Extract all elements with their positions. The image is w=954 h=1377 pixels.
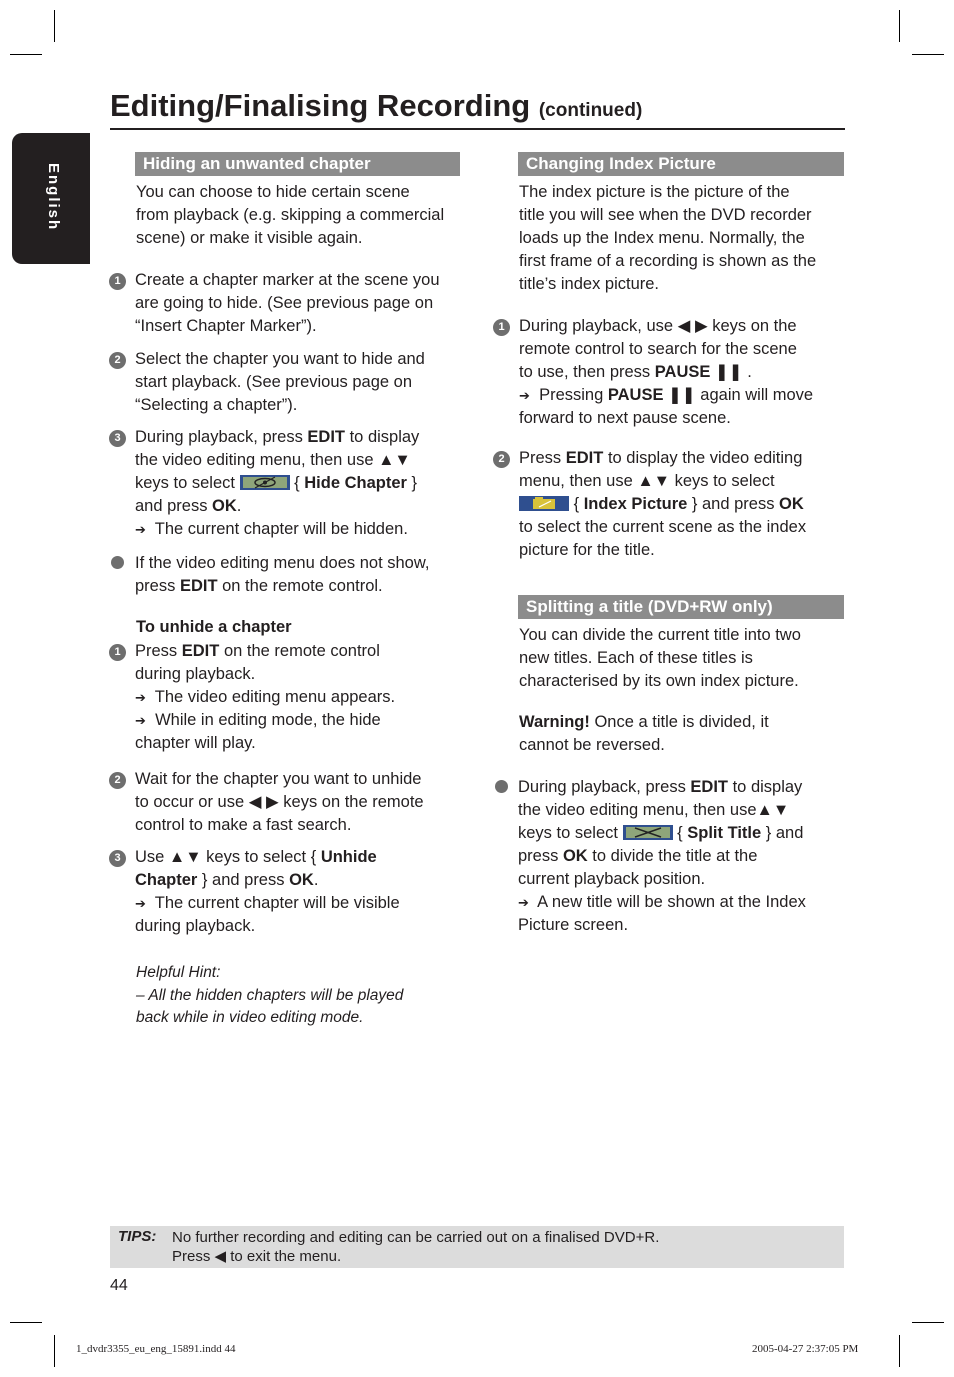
index-step-1: During playback, use ◀ ▶ keys on the remote control to search for the scene to use, then press PAUSE ❚❚ . ➔ Pressing PAUSE ❚❚ again will move forward to next pause scene. xyxy=(519,317,814,427)
index-picture-icon xyxy=(519,496,569,511)
step-marker-2: 2 xyxy=(493,451,510,468)
crop-mark xyxy=(912,1322,944,1323)
arrow-icon: ➔ xyxy=(518,895,529,910)
hide-step-1: Create a chapter marker at the scene you are going to hide. (See previous page on “Insert Chapter Marker”). xyxy=(135,271,440,335)
unhide-step-3: Use ▲▼ keys to select { Unhide Chapter } and press OK. ➔ The current chapter will be visible during playback. xyxy=(135,848,400,935)
tips-text: No further recording and editing can be carried out on a finalised DVD+R. Press ◀ to exit the menu. xyxy=(172,1229,660,1265)
split-step: During playback, press EDIT to display the video editing menu, then use▲▼ keys to select { Split Title } and press OK to divide the title at the current playback position. ➔ A new title will be shown at the Index Picture screen. xyxy=(518,778,806,934)
step-marker-3: 3 xyxy=(109,430,126,447)
hide-step-2: Select the chapter you want to hide and start playback. (See previous page on “Selecting a chapter”). xyxy=(135,350,425,414)
footer-file-info: 1_dvdr3355_eu_eng_15891.indd 44 xyxy=(76,1343,236,1355)
crop-mark xyxy=(899,10,900,42)
arrow-icon: ➔ xyxy=(135,896,146,911)
tips-label: TIPS: xyxy=(118,1228,157,1245)
step-marker-1: 1 xyxy=(109,644,126,661)
step-marker-1: 1 xyxy=(493,319,510,336)
section-heading-index-picture: Changing Index Picture xyxy=(518,152,844,176)
tips-box xyxy=(110,1226,844,1268)
language-tab-label: English xyxy=(45,163,62,232)
bullet-icon xyxy=(495,780,508,793)
section-heading-hide-chapter: Hiding an unwanted chapter xyxy=(135,152,460,176)
split-title-icon xyxy=(623,825,673,840)
unhide-step-1: Press EDIT on the remote control during playback. ➔ The video editing menu appears. ➔ While in editing mode, the hide chapter will play. xyxy=(135,642,396,752)
footer-timestamp: 2005-04-27 2:37:05 PM xyxy=(752,1343,859,1355)
hide-note: If the video editing menu does not show, press EDIT on the remote control. xyxy=(135,554,430,595)
crop-mark xyxy=(10,1322,42,1323)
arrow-icon: ➔ xyxy=(519,388,530,403)
hide-chapter-icon xyxy=(240,475,290,490)
arrow-icon: ➔ xyxy=(135,690,146,705)
split-warning: Warning! Once a title is divided, it cannot be reversed. xyxy=(519,713,769,754)
helpful-hint: Helpful Hint: – All the hidden chapters will be played back while in video editing mode. xyxy=(136,964,404,1026)
hide-intro: You can choose to hide certain scene from playback (e.g. skipping a commercial scene) or make it visible again. xyxy=(136,183,445,247)
step-marker-1: 1 xyxy=(109,273,126,290)
index-intro: The index picture is the picture of the title you will see when the DVD recorder loads up the Index menu. Normally, the first frame of a recording is shown as the title’s index picture. xyxy=(519,183,817,293)
unhide-step-2: Wait for the chapter you want to unhide to occur or use ◀ ▶ keys on the remote control to make a fast search. xyxy=(135,770,424,834)
crop-mark xyxy=(10,54,42,55)
page-number: 44 xyxy=(110,1277,128,1294)
bullet-icon xyxy=(111,556,124,569)
arrow-icon: ➔ xyxy=(135,713,146,728)
step-marker-2: 2 xyxy=(109,772,126,789)
crop-mark xyxy=(54,10,55,42)
page-title xyxy=(110,88,642,124)
arrow-icon: ➔ xyxy=(135,522,146,537)
crop-mark xyxy=(899,1335,900,1367)
crop-mark xyxy=(912,54,944,55)
split-intro: You can divide the current title into two new titles. Each of these titles is characterised by its own index picture. xyxy=(519,626,801,690)
unhide-heading: To unhide a chapter xyxy=(136,618,292,636)
step-marker-2: 2 xyxy=(109,352,126,369)
title-rule xyxy=(110,128,845,130)
crop-mark xyxy=(54,1335,55,1367)
hide-step-3: During playback, press EDIT to display the video editing menu, then use ▲▼ keys to select { Hide Chapter } and press OK. ➔ The current chapter will be hidden. xyxy=(135,428,420,538)
index-step-2: Press EDIT to display the video editing menu, then use ▲▼ keys to select { Index Picture } and press OK to select the current scene as the index picture for the title. xyxy=(519,449,807,559)
step-marker-3: 3 xyxy=(109,850,126,867)
section-heading-split-title: Splitting a title (DVD+RW only) xyxy=(518,595,844,619)
page-title-text: Editing/Finalising Recording xyxy=(110,88,531,123)
page-title-suffix: (continued) xyxy=(538,100,643,121)
